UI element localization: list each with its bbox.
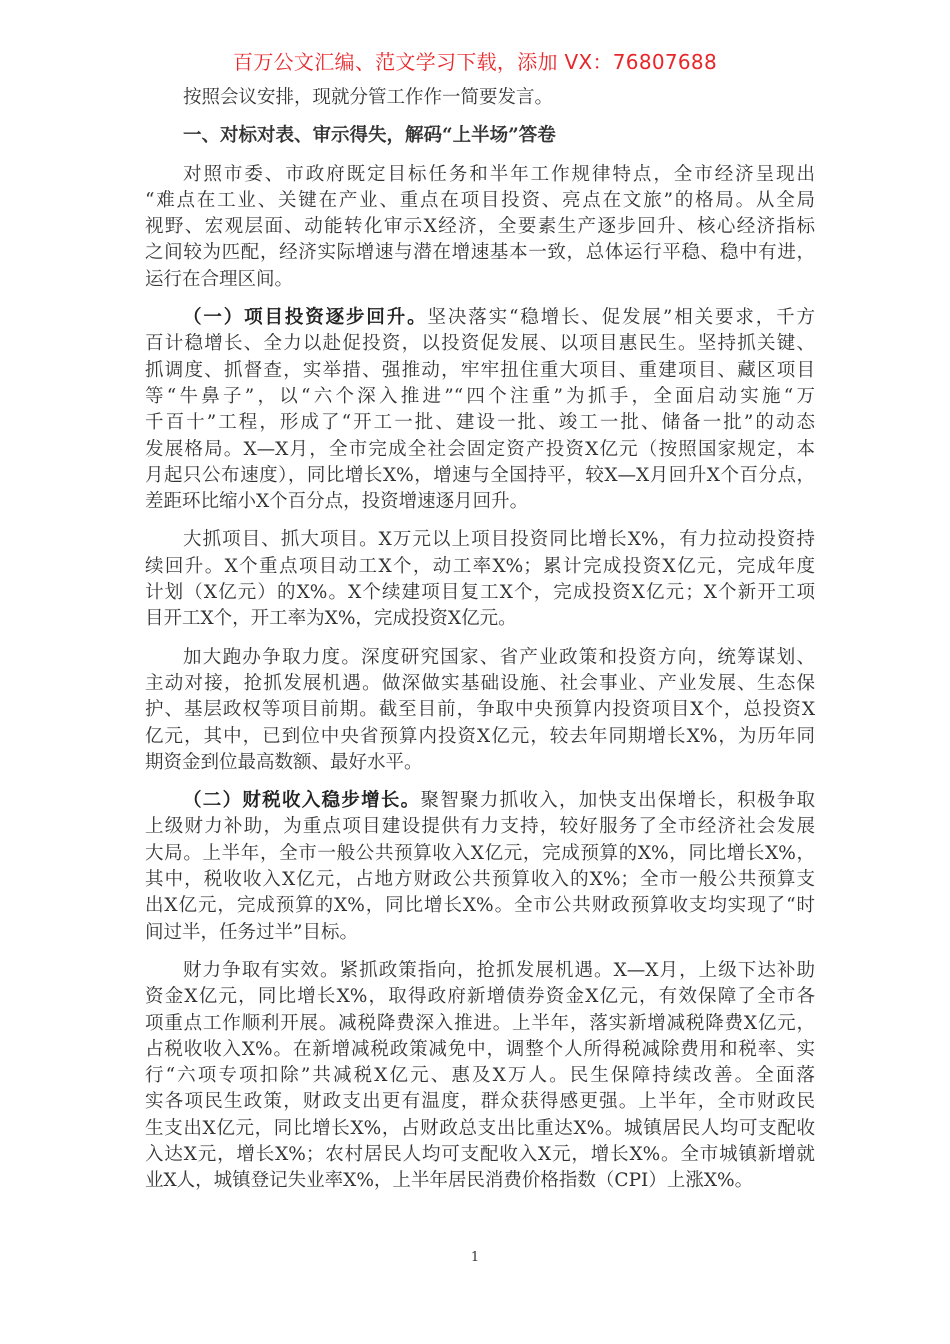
text-line: 项重点工作顺利开展。减税降费深入推进。上半年，落实新增减税降费X亿元， [145, 1012, 815, 1034]
text-line: 按照会议安排，现就分管工作作一简要发言。 [183, 87, 554, 108]
paragraph [145, 527, 815, 632]
text-run: 坚决落实“稳增长、促发展”相关要求，千方 [427, 307, 815, 329]
text-line: “难点在工业、关键在产业、重点在项目投资、亮点在文旅”的格局。从全局 [145, 189, 815, 211]
paragraph [145, 645, 815, 776]
text-line: 百计稳增长、全力以赴促投资，以投资促发展、以项目惠民生。坚持抓关键、 [145, 333, 815, 355]
text-line [145, 305, 815, 331]
text-line: 财力争取有实效。紧抓政策指向，抢抓发展机遇。X—X月，上级下达补助 [183, 959, 815, 981]
text-line: 计划（X亿元）的X%。X个续建项目复工X个，完成投资X亿元；X个新开工项 [145, 582, 815, 604]
text-line: 发展格局。X—X月，全市完成全社会固定资产投资X亿元（按照国家规定，本 [145, 438, 815, 460]
paragraph [145, 305, 815, 515]
text-line: 间过半，任务过半”目标。 [145, 921, 358, 943]
text-line: 大局。上半年，全市一般公共预算收入X亿元，完成预算的X%，同比增长X%， [145, 842, 815, 864]
text-line: 一、对标对表、审示得失，解码“上半场”答卷 [183, 125, 556, 147]
text-line: 占税收收入X%。在新增减税政策减免中，调整个人所得税减除费用和税率、实 [145, 1038, 815, 1060]
text-line: 生支出X亿元，同比增长X%，占财政总支出比重达X%。城镇居民人均可支配收 [145, 1117, 815, 1139]
text-line: 差距环比缩小X个百分点，投资增速逐月回升。 [145, 491, 529, 513]
text-line: 亿元，其中，已到位中央省预算内投资X亿元，较去年同期增长X%，为历年同 [145, 725, 815, 747]
text-line: 实各项民生政策，财政支出更有温度，群众获得感更强。上半年，全市财政民 [145, 1091, 815, 1113]
text-line: 其中，税收收入X亿元，占地方财政公共预算收入的X%；全市一般公共预算支 [145, 869, 815, 891]
text-line: 对照市委、市政府既定目标任务和半年工作规律特点，全市经济呈现出 [183, 163, 815, 185]
text-line [145, 788, 815, 814]
text-line: 千百十”工程，形成了“开工一批、建设一批、竣工一批、储备一批”的动态 [145, 412, 815, 434]
header-banner: 百万公文汇编、范文学习下载，添加 VX：76807688 [233, 50, 717, 74]
subsection-heading: （二）财税收入稳步增长。 [183, 790, 421, 812]
text-line: 护、基层政权等项目前期。截至目前，争取中央预算内投资项目X个，总投资X [145, 699, 815, 721]
text-line: 出X亿元，完成预算的X%，同比增长X%。全市公共财政预算收支均实现了“时 [145, 895, 815, 917]
text-line: 期资金到位最高数额、最好水平。 [145, 751, 423, 773]
text-line: 资金X亿元，同比增长X%，取得政府新增债券资金X亿元，有效保障了全市各 [145, 986, 815, 1008]
page-number: 1 [470, 1250, 480, 1265]
text-line: 续回升。X个重点项目动工X个，动工率X%；累计完成投资X亿元，完成年度 [145, 555, 815, 577]
paragraph [145, 162, 815, 293]
text-line: 抓调度、抓督查，实举措、强推动，牢牢扭住重大项目、重建项目、藏区项目 [145, 359, 815, 381]
text-line: 入达X元，增长X%；农村居民人均可支配收入X元，增长X%。全市城镇新增就 [145, 1143, 815, 1165]
paragraph [145, 788, 815, 946]
text-line: 主动对接，抢抓发展机遇。做深做实基础设施、社会事业、产业发展、生态保 [145, 672, 815, 694]
text-line: 目开工X个，开工率为X%，完成投资X亿元。 [145, 608, 517, 630]
text-line: 大抓项目、抓大项目。X万元以上项目投资同比增长X%，有力拉动投资持 [183, 529, 815, 551]
text-line: 视野、宏观层面、动能转化审示X经济，全要素生产逐步回升、核心经济指标 [145, 216, 815, 238]
subsection-heading: （一）项目投资逐步回升。 [183, 307, 428, 329]
text-line: 加大跑办争取力度。深度研究国家、省产业政策和投资方向，统筹谋划、 [183, 646, 815, 668]
paragraph [145, 958, 815, 1195]
document-body [145, 85, 815, 1207]
text-line: 月起只公布速度），同比增长X%，增速与全国持平，较X—X月回升X个百分点， [145, 464, 815, 486]
paragraph [145, 85, 815, 111]
text-line: 运行在合理区间。 [145, 268, 294, 290]
section-heading [145, 123, 815, 149]
text-run: 聚智聚力抓收入，加快支出保增长，积极争取 [420, 790, 815, 812]
text-line: 之间较为匹配，经济实际增速与潜在增速基本一致，总体运行平稳、稳中有进， [145, 242, 815, 264]
text-line: 上级财力补助，为重点项目建设提供有力支持，较好服务了全市经济社会发展 [145, 816, 815, 838]
text-line: 行“六项专项扣除”共减税X亿元、惠及X万人。民生保障持续改善。全面落 [145, 1065, 815, 1087]
text-line: 业X人，城镇登记失业率X%，上半年居民消费价格指数（CPI）上涨X%。 [145, 1170, 754, 1192]
text-line: 等“牛鼻子”，以“六个深入推进”“四个注重”为抓手，全面启动实施“万 [145, 385, 815, 407]
